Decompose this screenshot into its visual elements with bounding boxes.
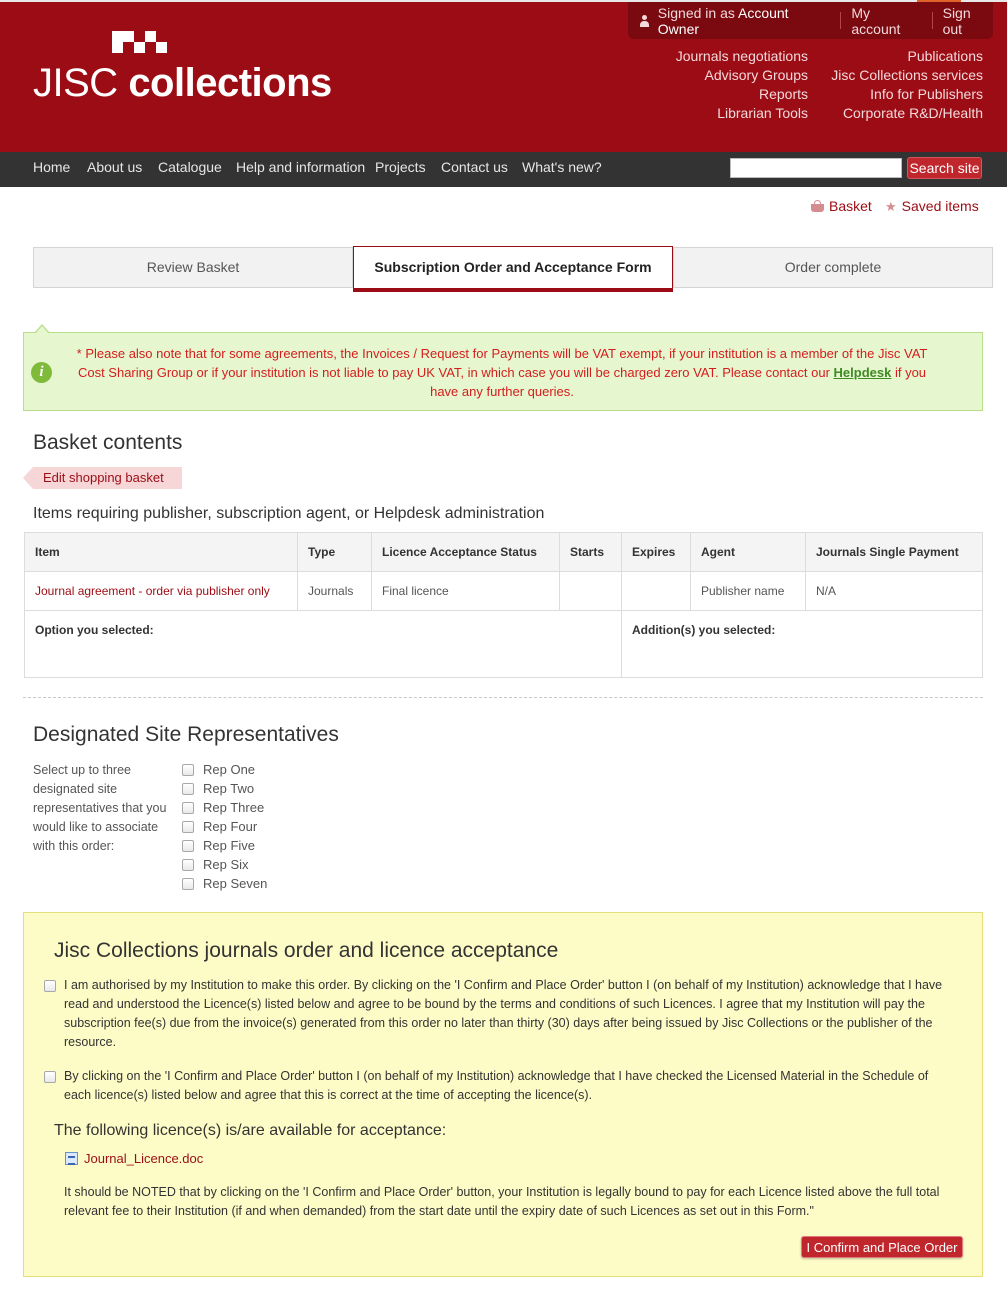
schedule-text: By clicking on the 'I Confirm and Place Order' button I (on behalf of my Institution) acknowledge that I have checked the Licensed Material in the Schedule of each licence(s) listed below and agree that this is correct at the time of accepting the licence(s).	[64, 1069, 929, 1102]
rep-option[interactable]	[182, 836, 267, 855]
edit-basket-button[interactable]: Edit shopping basket	[33, 467, 182, 489]
nav-item-whats-new[interactable]: What's new?	[522, 159, 602, 175]
item-agent: Publisher name	[691, 572, 806, 611]
header-link-corporate[interactable]: Corporate R&D/Health	[842, 105, 983, 121]
notice-text-before: * Please also note that for some agreements, the Invoices / Request for Payments will be VAT exempt, if your institution is a member of the Jisc VAT Cost Sharing Group or if your institution is not liable to pay UK VAT, in which case you will be charged zero VAT. Please contact our	[76, 346, 928, 380]
item-expires	[622, 572, 691, 611]
additions-selected-label: Addition(s) you selected:	[622, 611, 983, 678]
schedule-checkbox[interactable]	[44, 1071, 56, 1083]
star-icon: ★	[885, 199, 897, 214]
header-link-advisory-groups[interactable]: Advisory Groups	[704, 67, 808, 83]
confirm-place-order-button[interactable]: I Confirm and Place Order	[801, 1236, 963, 1258]
rep-label: Rep Four	[203, 819, 258, 834]
item-licence-status: Final licence	[372, 572, 560, 611]
column-header-agent: Agent	[691, 533, 806, 572]
user-icon	[639, 15, 650, 27]
step-order-complete: Order complete	[673, 247, 993, 288]
site-header	[0, 0, 1007, 152]
header-link-publications[interactable]: Publications	[907, 48, 983, 64]
table-row	[25, 572, 983, 611]
rep-option[interactable]	[182, 779, 267, 798]
nav-item-about[interactable]: About us	[87, 159, 143, 175]
search-button[interactable]: Search site	[907, 157, 982, 179]
rep-checkbox[interactable]	[182, 859, 194, 871]
nav-item-home[interactable]: Home	[33, 159, 71, 175]
account-user-name: Account Owner	[657, 4, 789, 37]
logo-prefix: JISC	[33, 61, 118, 105]
saved-items-link[interactable]	[885, 198, 979, 215]
logo-main: collections	[128, 61, 332, 105]
notice-text-after: if you have any further queries.	[430, 365, 927, 399]
rep-label: Rep Six	[203, 857, 249, 872]
header-link-services[interactable]: Jisc Collections services	[831, 67, 983, 83]
item-single-payment: N/A	[806, 572, 983, 611]
divider	[932, 12, 933, 29]
logo-text	[33, 60, 332, 106]
rep-label: Rep Two	[203, 781, 255, 796]
nav-item-help[interactable]: Help and information	[236, 159, 366, 175]
step-subscription-form[interactable]: Subscription Order and Acceptance Form	[353, 246, 673, 292]
notice-pointer-fill	[35, 326, 49, 334]
rep-option[interactable]	[182, 760, 267, 779]
column-header-single-payment: Journals Single Payment	[806, 533, 983, 572]
rep-checkbox[interactable]	[182, 783, 194, 795]
header-links-left	[676, 47, 808, 123]
rep-checkbox[interactable]	[182, 821, 194, 833]
table-options-row	[25, 611, 983, 678]
notice-text	[72, 344, 932, 401]
column-header-expires: Expires	[622, 533, 691, 572]
header-link-info-publishers[interactable]: Info for Publishers	[870, 86, 983, 102]
option-selected-label: Option you selected:	[25, 611, 622, 678]
rep-label: Rep Seven	[203, 876, 268, 891]
divider	[840, 12, 841, 29]
column-header-type: Type	[298, 533, 372, 572]
basket-table	[24, 532, 983, 678]
header-link-reports[interactable]: Reports	[758, 86, 808, 102]
main-nav	[0, 152, 1007, 187]
column-header-status: Licence Acceptance Status	[372, 533, 560, 572]
rep-checkbox[interactable]	[182, 840, 194, 852]
nav-item-catalogue[interactable]: Catalogue	[158, 159, 222, 175]
legal-note: It should be NOTED that by clicking on the 'I Confirm and Place Order' button, your Institution is legally bound to pay for each Licence listed above the full total relevant fee to their Institution (if and when demanded) from the start date until the expiry date of such Licences as set out in this Form."	[64, 1185, 940, 1218]
account-bar	[628, 2, 993, 39]
licence-document-link[interactable]	[65, 1151, 203, 1166]
rep-checkbox[interactable]	[182, 878, 194, 890]
basket-subheading: Items requiring publisher, subscription agent, or Helpdesk administration	[33, 505, 545, 522]
basket-title: Basket contents	[33, 431, 183, 454]
rep-label: Rep Five	[203, 838, 256, 853]
search-input[interactable]	[730, 158, 902, 178]
header-links-right	[831, 47, 983, 123]
authorised-text: I am authorised by my Institution to make this order. By clicking on the 'I Confirm and Place Order' button I (on behalf of my Institution) acknowledge that I have read and understood the Licence(s) listed below and agree to be bound by the terms and conditions of such Licences. I agree that my Institution will pay the subscription fee(s) due from the invoice(s) generated from this order no later than thirty (30) days after being issued by Jisc Collections or the publisher of the resource.	[64, 978, 943, 1049]
signed-in-label	[658, 5, 831, 37]
rep-option[interactable]	[182, 817, 267, 836]
item-type: Journals	[298, 572, 372, 611]
rep-option[interactable]	[182, 874, 267, 893]
rep-checkbox[interactable]	[182, 764, 194, 776]
available-licences-heading: The following licence(s) is/are available for acceptance:	[54, 1122, 447, 1139]
info-icon: i	[31, 362, 52, 383]
rep-label: Rep One	[203, 762, 256, 777]
nav-item-projects[interactable]: Projects	[375, 159, 426, 175]
licence-title: Jisc Collections journals order and licence acceptance	[54, 939, 559, 962]
item-link[interactable]: Journal agreement - order via publisher only	[25, 572, 298, 611]
authorised-checkbox[interactable]	[44, 980, 56, 992]
basket-link[interactable]	[811, 198, 872, 214]
rep-label: Rep Three	[203, 800, 265, 815]
signed-in-prefix: Signed in as	[657, 4, 735, 21]
item-starts	[560, 572, 622, 611]
basket-icon	[811, 202, 824, 212]
table-header-row	[25, 533, 983, 572]
step-review-basket[interactable]: Review Basket	[33, 247, 353, 288]
basket-label: Basket	[829, 198, 872, 214]
section-divider	[23, 697, 983, 698]
sign-out-link[interactable]: Sign out	[942, 4, 971, 37]
my-account-link[interactable]: My account	[851, 4, 901, 37]
column-header-item: Item	[25, 533, 298, 572]
header-link-librarian-tools[interactable]: Librarian Tools	[717, 105, 808, 121]
nav-item-contact[interactable]: Contact us	[441, 159, 508, 175]
vat-notice	[23, 332, 983, 411]
reps-title: Designated Site Representatives	[33, 723, 339, 746]
rep-checkbox[interactable]	[182, 802, 194, 814]
logo-squares-icon	[112, 31, 168, 59]
helpdesk-link[interactable]: Helpdesk	[833, 365, 892, 380]
header-link-journals-negotiations[interactable]: Journals negotiations	[675, 48, 808, 64]
reps-checkbox-list	[182, 760, 267, 893]
saved-items-label: Saved items	[901, 198, 979, 214]
column-header-starts: Starts	[560, 533, 622, 572]
document-icon	[65, 1152, 78, 1165]
reps-description: Select up to three designated site representatives that you would like to associate with this order:	[33, 763, 167, 853]
rep-option[interactable]	[182, 855, 267, 874]
licence-document-name: Journal_Licence.doc	[84, 1151, 204, 1166]
licence-acceptance-panel	[23, 912, 983, 1277]
rep-option[interactable]	[182, 798, 267, 817]
